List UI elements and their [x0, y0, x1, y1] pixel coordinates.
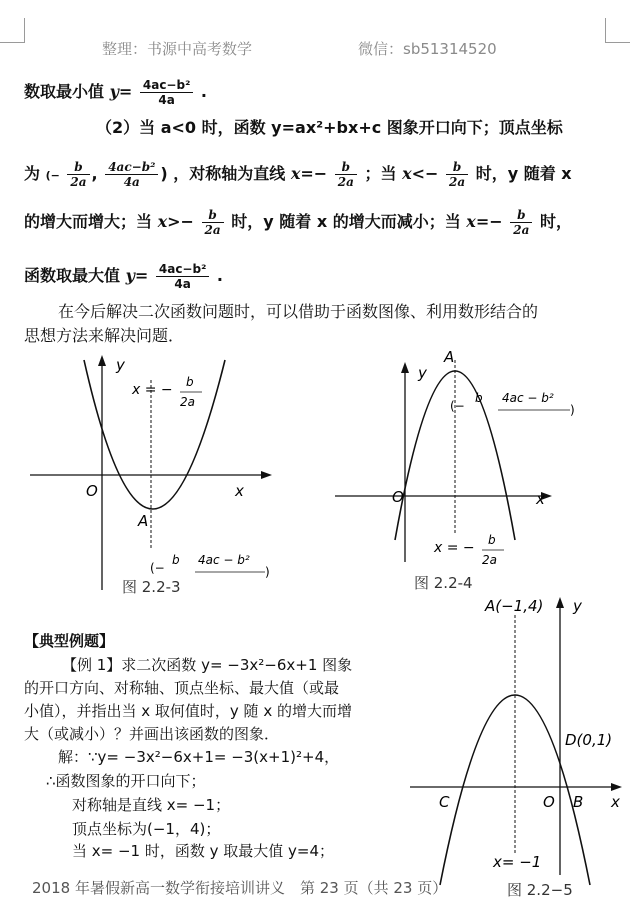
fig2-axis-den: 2a [482, 553, 497, 567]
paragraph-line-1: 在今后解决二次函数问题时，可以借助于函数图像、利用数形结合的 [58, 302, 539, 321]
line-increase-decrease: 的增大而增大；当 x>− $\frac{b}{2a}$ 时，y 随着 x 的增大而减小；当 x=− $\frac{b}{2a}$ 时， [24, 208, 572, 237]
fig3-origin-label: O [543, 793, 555, 811]
example-line-2: 的开口方向、对称轴、顶点坐标、最大值（或最 [24, 679, 340, 697]
fig1-origin-label: O [86, 482, 98, 500]
paragraph-line-2: 思想方法来解决问题． [24, 326, 185, 345]
fig1-axis-b: b [186, 375, 194, 389]
fig1-vertex-num: 4ac − b² [198, 553, 250, 567]
fig3-x-label: x [611, 793, 620, 811]
solution-line-5: 当 x= −1 时，函数 y 取最大值 y=4； [72, 842, 335, 860]
crop-mark-top-left [0, 18, 25, 43]
crop-mark-top-right [605, 18, 630, 43]
fig2-vertex-close: ) [570, 403, 575, 417]
fig1-axis-den: 2a [180, 395, 195, 409]
fig3-axis-label: x= −1 [493, 853, 542, 871]
section-heading: 【典型例题】 [24, 632, 115, 650]
header-right: 微信：sb51314520 [358, 40, 497, 58]
fig1-vertex-b: b [172, 553, 180, 567]
fig2-axis-label: x = − [434, 540, 475, 556]
fig2-y-label: y [418, 364, 427, 382]
fig3-d-label: D(0,1) [565, 731, 613, 749]
fig1-vertex-label: A [138, 512, 149, 530]
example-line-4: 大（或减小）？并画出该函数的图象． [24, 725, 280, 743]
fig2-x-label: x [536, 490, 545, 508]
fig3-y-label: y [573, 597, 582, 615]
fig2-vertex-num: 4ac − b² [502, 391, 554, 405]
fig3-b-label: B [573, 793, 584, 811]
fig1-caption: 图 2.2-3 [122, 578, 181, 596]
solution-line-2: ∴函数图象的开口向下； [46, 772, 206, 790]
solution-line-1: 解：∵y= −3x²−6x+1= −3(x+1)²+4， [58, 748, 340, 766]
fig3-c-label: C [439, 793, 450, 811]
page-footer: 2018 年暑假新高一数学衔接培训讲义 第 23 页（共 23 页） [32, 879, 448, 897]
solution-line-4: 顶点坐标为(−1，4)； [72, 820, 221, 838]
line-max-value: 函数取最大值 y= $\frac{\text{4ac−b²}}{4a}$ . [24, 262, 223, 291]
fig3-vertex-label: A(−1,4) [485, 597, 544, 615]
example-line-3: 小值），并指出当 x 取何值时，y 随 x 的增大而增 [24, 702, 352, 720]
example-line-1: 【例 1】求二次函数 y= −3x²−6x+1 图象 [62, 656, 353, 674]
fig1-vertex-close: ) [265, 565, 270, 579]
figure-2-2-4 [330, 340, 590, 595]
figure-2-2-5 [405, 585, 635, 907]
fig2-origin-label: O [392, 488, 404, 506]
fig1-y-label: y [116, 356, 125, 374]
line-case-2: （2）当 a<0 时，函数 y=ax²+bx+c 图象开口向下；顶点坐标 [96, 118, 563, 137]
fig2-vertex-b: b [475, 391, 483, 405]
line-vertex: 为 (− $\frac{b}{2a}$ , $\frac{\text{4ac−b²}}{4a}$ ) ，对称轴为直线 x=− $\frac{b}{2a}$ ；当 x<− $\frac{b}{2a}$ 时，y 随着 x [24, 160, 572, 189]
fig2-axis-b: b [488, 533, 496, 547]
fig2-caption: 图 2.2-4 [414, 574, 473, 592]
solution-line-3: 对称轴是直线 x= −1； [72, 796, 231, 814]
fig1-vertex-open: (− [150, 561, 165, 575]
fig2-a-label: A [444, 348, 455, 366]
header-left: 整理：书源中高考数学 [102, 40, 253, 58]
fig1-x-label: x [235, 482, 244, 500]
figure-2-2-3 [20, 350, 290, 600]
line-min-value: 数取最小值 y= $\frac{\text{4ac−b²}}{4a}$ . [24, 78, 207, 107]
fig2-vertex-open: (− [450, 399, 465, 413]
fig1-axis-label: x = − [132, 382, 173, 398]
fig3-caption: 图 2.2−5 [507, 881, 573, 899]
